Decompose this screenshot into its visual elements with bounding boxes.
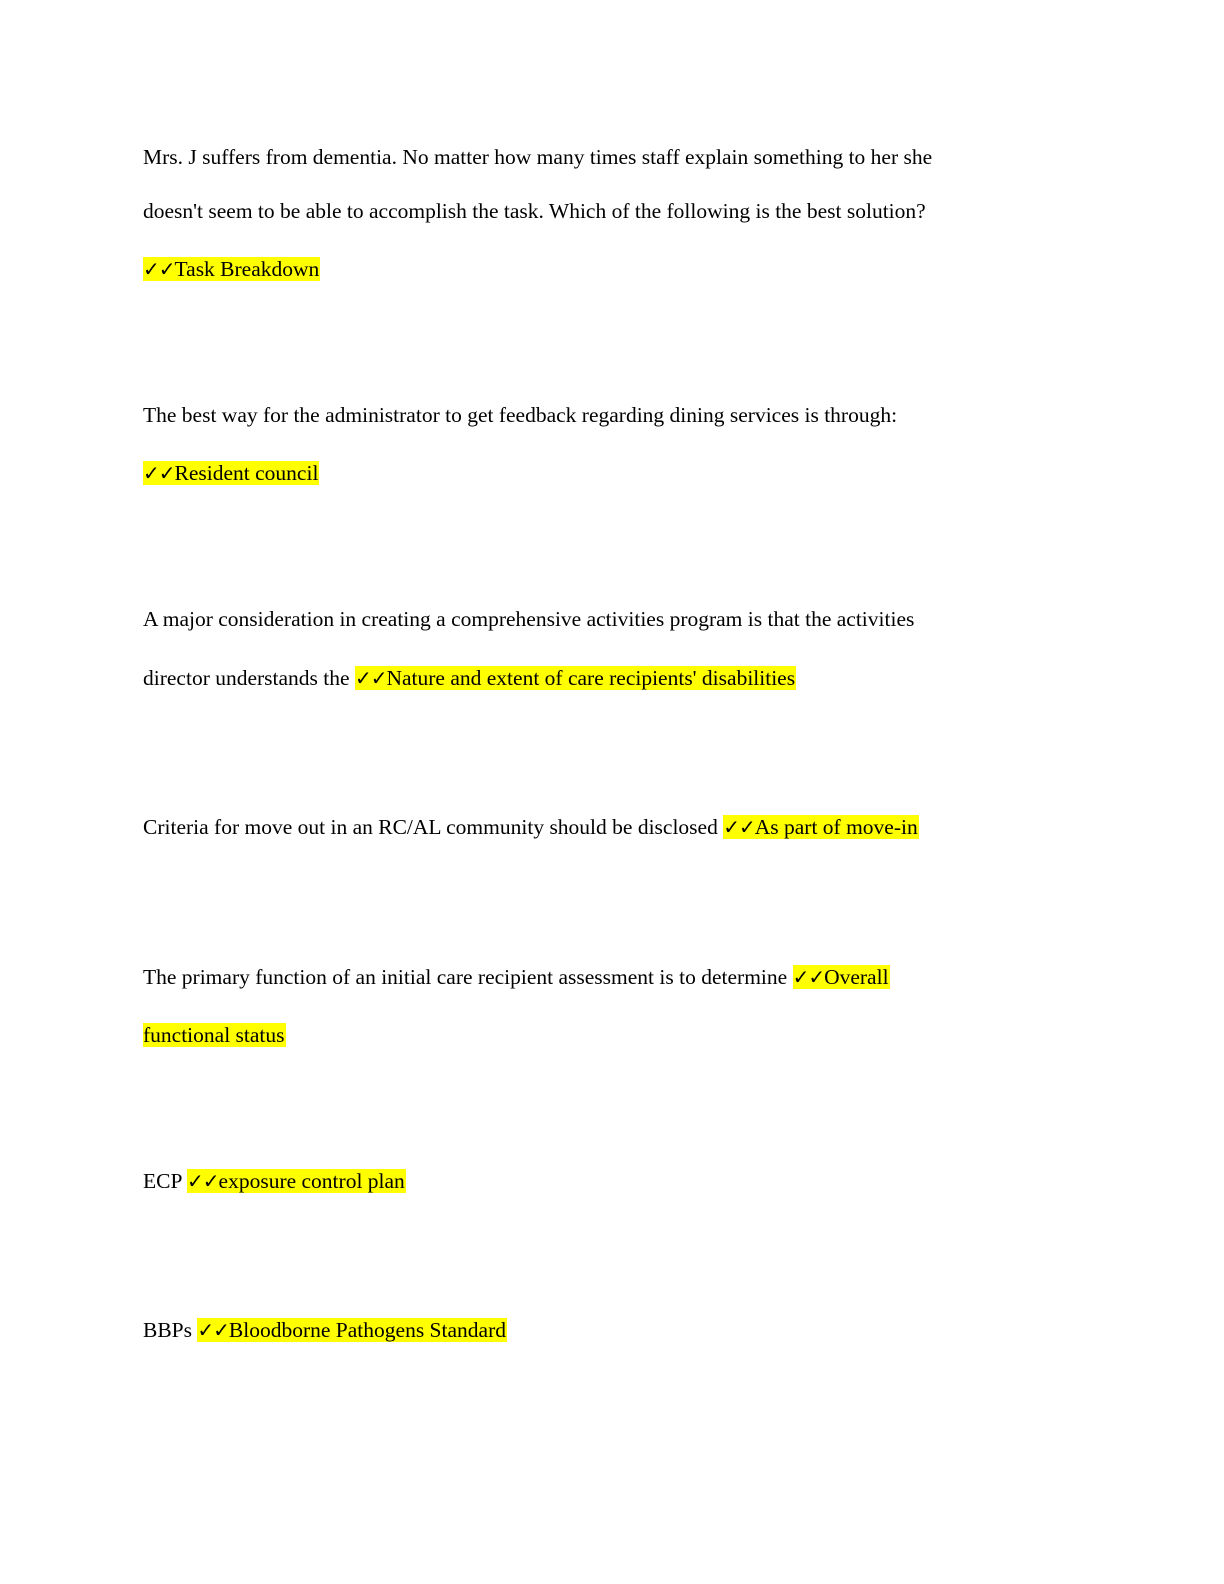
answer-highlight: ✓✓Task Breakdown — [143, 257, 320, 281]
double-check-icon: ✓✓ — [354, 666, 387, 690]
answer-2 — [143, 458, 319, 488]
answer-highlight: ✓✓Nature and extent of care recipients' disabilities — [354, 666, 796, 690]
double-check-icon: ✓✓ — [792, 965, 825, 989]
question-6-line-1: ECP ✓✓exposure control plan — [143, 1169, 405, 1193]
double-check-icon: ✓✓ — [143, 461, 175, 485]
question-1-line-1: Mrs. J suffers from dementia. No matter how many times staff explain something to her she — [143, 145, 933, 169]
double-check-icon: ✓✓ — [143, 257, 175, 281]
question-3-line-1: A major consideration in creating a comprehensive activities program is that the activities — [143, 607, 915, 631]
question-7-line-1: BBPs ✓✓Bloodborne Pathogens Standard — [143, 1318, 506, 1342]
question-1-line-2: doesn't seem to be able to accomplish the task. Which of the following is the best solution? — [143, 199, 926, 223]
question-2-line-1: The best way for the administrator to get feedback regarding dining services is through: — [143, 403, 898, 427]
question-4-line-1: Criteria for move out in an RC/AL community should be disclosed ✓✓As part of move-in — [143, 815, 918, 839]
answer-1 — [143, 254, 320, 284]
answer-highlight: ✓✓As part of move-in — [723, 815, 918, 839]
answer-5-line-2 — [143, 1020, 286, 1050]
double-check-icon: ✓✓ — [187, 1169, 219, 1193]
answer-highlight: ✓✓exposure control plan — [187, 1169, 405, 1193]
question-3-line-2: director understands the ✓✓Nature and extent of care recipients' disabilities — [143, 666, 796, 690]
double-check-icon: ✓✓ — [723, 815, 755, 839]
question-5-line-1: The primary function of an initial care recipient assessment is to determine ✓✓Overall — [143, 965, 889, 989]
answer-highlight: ✓✓Overall — [792, 965, 889, 989]
answer-highlight: ✓✓Bloodborne Pathogens Standard — [197, 1318, 506, 1342]
answer-highlight: ✓✓Resident council — [143, 461, 319, 485]
double-check-icon: ✓✓ — [197, 1318, 229, 1342]
answer-highlight: functional status — [143, 1023, 285, 1047]
